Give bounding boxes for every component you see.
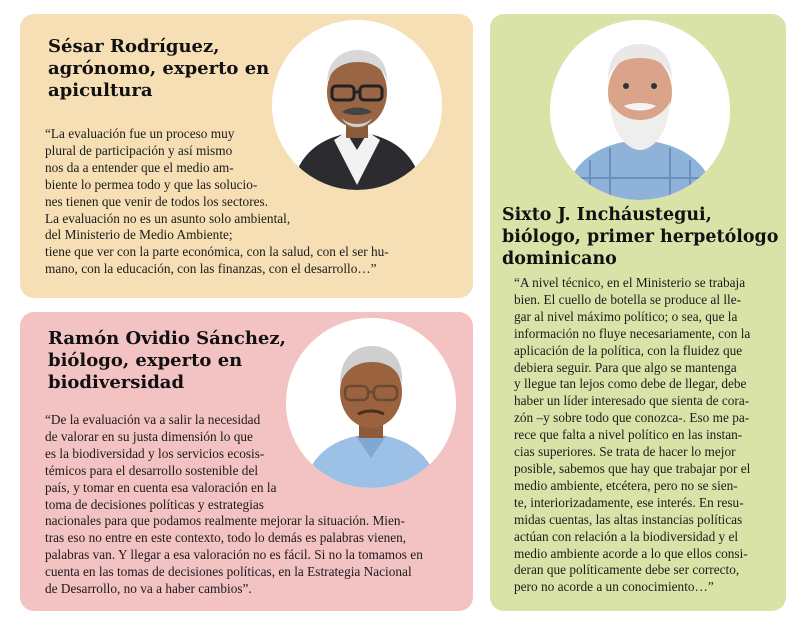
quote-line: país, y tomar en cuenta esa valoración en la	[45, 479, 277, 495]
quote-line: deran que políticamente debe ser correcto,	[514, 562, 740, 578]
name-line: biodiversidad	[48, 372, 185, 393]
quote-line: “De la evaluación va a salir la necesidad	[45, 412, 261, 427]
quote-line: mano, con la educación, con las finanzas, con el desarrollo…”	[45, 261, 377, 277]
quote-line: actúan con relación a la biodiversidad y el	[514, 528, 739, 544]
quote-line: biente lo permea todo y que las solucio-	[45, 176, 258, 192]
quote-line: nacionales para que podamos realmente mejorar la situación. Mien-	[45, 513, 405, 529]
quote-line: cuenta en las tomas de decisiones políticas, en la Estrategia Nacional	[45, 564, 412, 580]
quote-line: pero no acorde a un conocimiento…”	[514, 579, 714, 595]
quote-line: haber un líder interesado que sienta de cora-	[514, 393, 750, 409]
quote-line: medio ambiente, etcétera, pero no se sien-	[514, 477, 738, 493]
quote-line: es la biodiversidad y los servicios ecosis-	[45, 445, 265, 461]
name-line: Ramón Ovidio Sánchez,	[48, 328, 286, 349]
name-line: Sésar Rodríguez,	[48, 36, 220, 57]
quote-line: témicos para el desarrollo sostenible del	[45, 462, 259, 478]
quote-line: nos da a entender que el medio am-	[45, 159, 234, 175]
portrait-photo-man-white-beard-plaid-shirt	[550, 20, 730, 200]
person-name-title	[48, 36, 278, 102]
name-line: agrónomo, experto en	[48, 58, 270, 79]
profile-card-ramon-ovidio-sanchez	[20, 312, 473, 611]
quote-line: rece que falta a nivel político en las instan-	[514, 427, 743, 443]
profile-card-sesar-rodriguez	[20, 14, 473, 298]
quote-line: tiene que ver con la parte económica, con la salud, con el ser hu-	[45, 244, 389, 260]
quote-line: cias superiores. Se trata de hacer lo mejor	[514, 444, 736, 460]
quote-line: te, interiorizadamente, ese interés. En resu-	[514, 494, 744, 510]
name-line: dominicano	[502, 249, 617, 269]
quote-line: debiera seguir. Para que algo se mantenga	[514, 359, 737, 375]
quote-text	[514, 275, 784, 596]
quote-line: palabras van. Y llegar a esa valoración no es fácil. Si no la tomamos en	[45, 547, 423, 563]
quote-line: “La evaluación fue un proceso muy	[45, 126, 235, 141]
quote-line: de valorar en su justa dimensión lo que	[45, 428, 253, 444]
quote-text	[45, 126, 465, 278]
person-name-title	[502, 204, 786, 270]
quote-line: del Ministerio de Medio Ambiente;	[45, 227, 233, 243]
person-name-title	[48, 328, 298, 394]
quote-line: toma de decisiones políticas y estrategias	[45, 496, 264, 512]
quote-line: nes tienen que venir de todos los sectores.	[45, 193, 269, 209]
quote-line: posible, sabemos que hay que trabajar por el	[514, 460, 751, 476]
name-line: apicultura	[48, 80, 153, 101]
quote-line: tras eso no entre en este contexto, todo lo demás es palabras vienen,	[45, 530, 407, 546]
quote-line: información no fluye necesariamente, con la	[514, 325, 751, 341]
quote-text	[45, 412, 473, 598]
name-line: biólogo, experto en	[48, 350, 243, 371]
quote-line: y llegue tan lejos como debe de llegar, debe	[514, 376, 747, 392]
name-line: Sixto J. Incháustegui,	[502, 205, 712, 225]
profile-card-sixto-inchaustegui	[490, 14, 786, 611]
quote-line: La evaluación no es un asunto solo ambiental,	[45, 210, 291, 226]
quote-line: zón –y sobre todo que conozca-. Eso me pa-	[514, 410, 750, 426]
quote-line: midas cuentas, las altas instancias políticas	[514, 511, 743, 527]
quote-line: gar al nivel máximo político; o sea, que la	[514, 308, 738, 324]
portrait-photo	[550, 20, 730, 200]
quote-line: “A nivel técnico, en el Ministerio se trabaja	[514, 275, 746, 290]
quote-line: plural de participación y así mismo	[45, 142, 233, 158]
quote-line: bien. El cuello de botella se produce al lle-	[514, 291, 742, 307]
quote-line: aplicación de la política, con la fluidez que	[514, 342, 743, 358]
quote-line: medio ambiente acorde a lo que ellos consi-	[514, 545, 748, 561]
name-line: biólogo, primer herpetólogo	[502, 227, 779, 247]
quote-line: de Desarrollo, no va a haber cambios”.	[45, 581, 252, 597]
